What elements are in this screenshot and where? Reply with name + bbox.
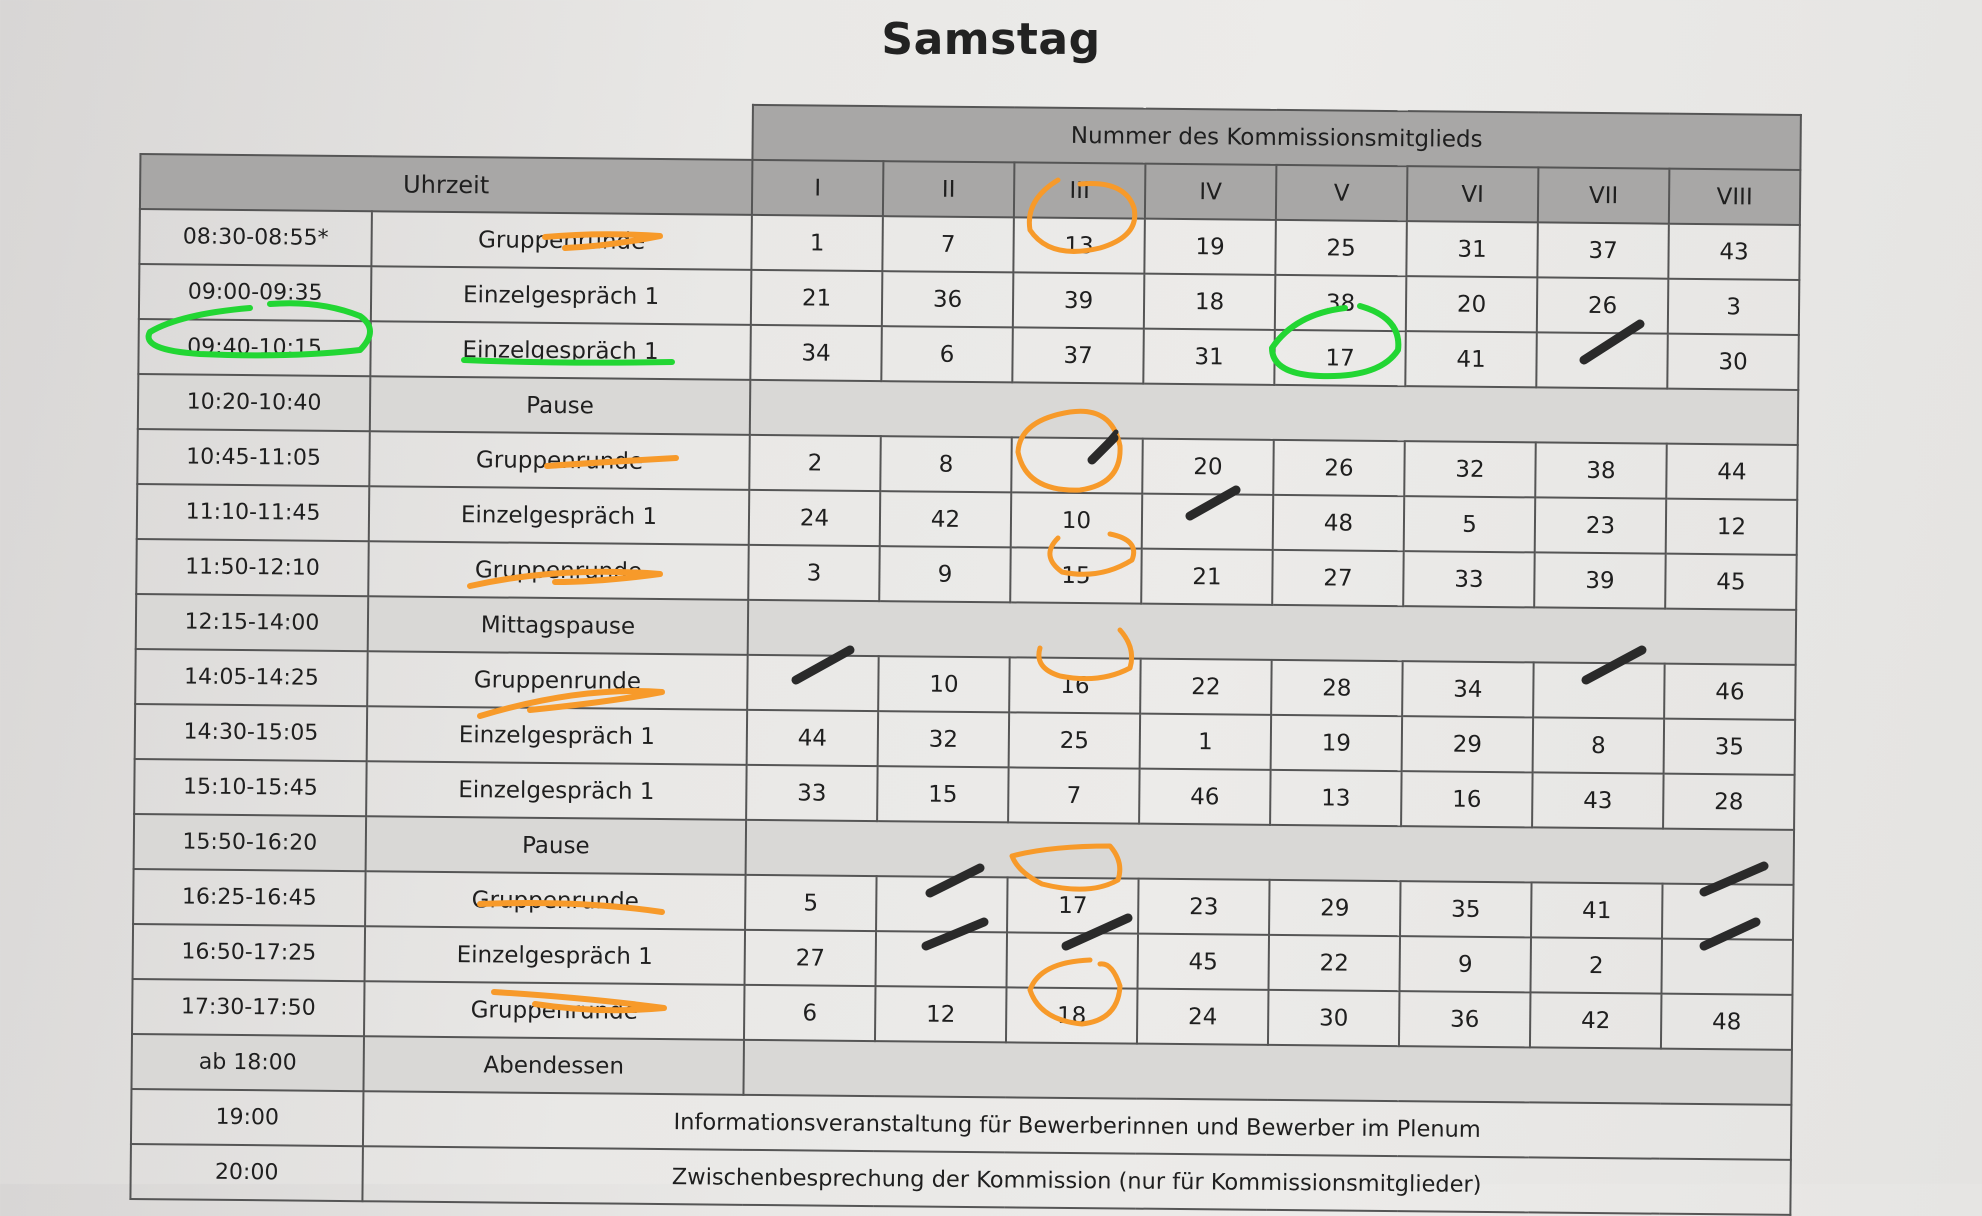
- member-cell: 30: [1667, 334, 1799, 390]
- member-cell: 12: [1666, 499, 1798, 555]
- members-header: Nummer des Kommissionsmitglieds: [752, 105, 1801, 170]
- member-cell: 19: [1144, 219, 1276, 275]
- activity-cell: Einzelgespräch 1: [370, 321, 751, 380]
- activity-cell: Einzelgespräch 1: [371, 266, 752, 325]
- break-filler: [746, 820, 1795, 885]
- member-cell: 43: [1532, 772, 1664, 828]
- activity-cell: Einzelgespräch 1: [365, 926, 746, 985]
- column-header: VIII: [1669, 169, 1801, 225]
- member-cell: 31: [1406, 221, 1538, 277]
- member-cell: [1007, 932, 1139, 988]
- member-cell: 31: [1143, 329, 1275, 385]
- schedule-body: [130, 209, 1799, 1215]
- member-cell: 16: [1009, 657, 1141, 713]
- column-header: I: [752, 160, 884, 216]
- member-cell: 22: [1140, 659, 1272, 715]
- member-cell: [1662, 884, 1794, 940]
- member-cell: 9: [1399, 936, 1531, 992]
- member-cell: 34: [750, 325, 882, 381]
- time-cell: 09:40-10:15: [138, 319, 371, 376]
- column-header: II: [883, 161, 1015, 217]
- column-header: V: [1276, 165, 1408, 221]
- activity-cell: Gruppenrunde: [368, 541, 749, 600]
- time-column-header: Uhrzeit: [140, 154, 752, 215]
- member-cell: 48: [1661, 994, 1793, 1050]
- time-cell: 20:00: [130, 1144, 363, 1201]
- member-cell: 6: [881, 326, 1013, 382]
- member-cell: 26: [1273, 440, 1405, 496]
- member-cell: 35: [1664, 719, 1796, 775]
- member-cell: 18: [1006, 987, 1138, 1043]
- member-cell: 42: [880, 491, 1012, 547]
- time-cell: 16:50-17:25: [133, 924, 366, 981]
- member-cell: 8: [880, 436, 1012, 492]
- column-header: IV: [1145, 164, 1277, 220]
- member-cell: 7: [882, 216, 1014, 272]
- member-cell: [876, 931, 1008, 987]
- member-cell: 30: [1268, 990, 1400, 1046]
- member-cell: 23: [1535, 497, 1667, 553]
- member-cell: 28: [1271, 660, 1403, 716]
- activity-cell: Gruppenrunde: [371, 211, 752, 270]
- time-cell: ab 18:00: [131, 1034, 364, 1091]
- member-cell: 32: [1404, 441, 1536, 497]
- member-cell: 3: [1668, 279, 1800, 335]
- member-cell: 45: [1665, 554, 1797, 610]
- column-header: III: [1014, 162, 1146, 218]
- member-cell: 39: [1534, 552, 1666, 608]
- break-activity-cell: Mittagspause: [368, 596, 749, 655]
- member-cell: 29: [1269, 880, 1401, 936]
- member-cell: 43: [1668, 224, 1800, 280]
- time-cell: 14:30-15:05: [135, 704, 368, 761]
- member-cell: 12: [875, 986, 1007, 1042]
- member-cell: 16: [1401, 771, 1533, 827]
- member-cell: 36: [882, 271, 1014, 327]
- time-cell: 16:25-16:45: [133, 869, 366, 926]
- member-cell: 27: [745, 930, 877, 986]
- member-cell: 27: [1272, 550, 1404, 606]
- member-cell: 5: [1404, 496, 1536, 552]
- member-cell: [876, 876, 1008, 932]
- member-cell: 3: [748, 545, 880, 601]
- column-header: VI: [1407, 166, 1539, 222]
- member-cell: 35: [1400, 881, 1532, 937]
- break-filler: [748, 600, 1797, 665]
- member-cell: [747, 655, 879, 711]
- break-filler: [743, 1040, 1792, 1105]
- member-cell: 38: [1535, 442, 1667, 498]
- schedule-table: [129, 98, 1802, 1216]
- member-cell: [1661, 939, 1793, 995]
- activity-cell: Einzelgespräch 1: [369, 486, 750, 545]
- member-cell: 41: [1405, 331, 1537, 387]
- member-cell: 21: [1141, 549, 1273, 605]
- member-cell: 17: [1007, 877, 1139, 933]
- member-cell: 2: [1530, 937, 1662, 993]
- break-activity-cell: Abendessen: [363, 1036, 744, 1095]
- schedule-sheet: [130, 98, 1800, 1198]
- plenary-activity-cell: Zwischenbesprechung der Kommission (nur für Kommissionsmitglieder): [362, 1146, 1791, 1215]
- member-cell: 13: [1270, 770, 1402, 826]
- member-cell: 28: [1663, 774, 1795, 830]
- activity-cell: Gruppenrunde: [369, 431, 750, 490]
- column-header: VII: [1538, 167, 1670, 223]
- member-cell: 24: [1137, 989, 1269, 1045]
- member-cell: 10: [1011, 492, 1143, 548]
- member-cell: 29: [1402, 716, 1534, 772]
- member-cell: 19: [1271, 715, 1403, 771]
- activity-cell: Einzelgespräch 1: [366, 761, 747, 820]
- member-cell: 36: [1399, 991, 1531, 1047]
- time-cell: 11:10-11:45: [137, 484, 370, 541]
- member-cell: 21: [751, 270, 883, 326]
- member-cell: 37: [1012, 327, 1144, 383]
- header-spacer: [140, 99, 752, 160]
- member-cell: 38: [1275, 275, 1407, 331]
- member-cell: 22: [1268, 935, 1400, 991]
- page-title: Samstag: [881, 14, 1101, 65]
- time-cell: 14:05-14:25: [135, 649, 368, 706]
- member-cell: 1: [751, 215, 883, 271]
- member-cell: 33: [1403, 551, 1535, 607]
- member-cell: 37: [1537, 222, 1669, 278]
- member-cell: 32: [878, 711, 1010, 767]
- member-cell: 15: [877, 766, 1009, 822]
- time-cell: 17:30-17:50: [132, 979, 365, 1036]
- member-cell: 2: [749, 435, 881, 491]
- time-cell: 15:50-16:20: [134, 814, 367, 871]
- member-cell: 20: [1142, 439, 1274, 495]
- break-activity-cell: Pause: [366, 816, 747, 875]
- time-cell: 10:20-10:40: [138, 374, 371, 431]
- member-cell: 42: [1530, 992, 1662, 1048]
- member-cell: 48: [1273, 495, 1405, 551]
- activity-cell: Gruppenrunde: [365, 871, 746, 930]
- member-cell: 13: [1013, 217, 1145, 273]
- member-cell: 25: [1009, 712, 1141, 768]
- member-cell: 24: [749, 490, 881, 546]
- member-cell: 1: [1140, 714, 1272, 770]
- member-cell: 17: [1274, 330, 1406, 386]
- member-cell: 20: [1406, 276, 1538, 332]
- member-cell: 9: [879, 546, 1011, 602]
- member-cell: 23: [1138, 879, 1270, 935]
- member-cell: 7: [1008, 767, 1140, 823]
- time-cell: 08:30-08:55*: [139, 209, 372, 266]
- break-activity-cell: Pause: [370, 376, 751, 435]
- activity-cell: Einzelgespräch 1: [367, 706, 748, 765]
- member-cell: 34: [1402, 661, 1534, 717]
- member-cell: [1536, 332, 1668, 388]
- member-cell: 46: [1664, 664, 1796, 720]
- time-cell: 11:50-12:10: [136, 539, 369, 596]
- member-cell: 41: [1531, 882, 1663, 938]
- member-cell: 33: [746, 765, 878, 821]
- member-cell: 10: [878, 656, 1010, 712]
- member-cell: 6: [744, 985, 876, 1041]
- member-cell: 15: [1010, 547, 1142, 603]
- member-cell: [1142, 494, 1274, 550]
- member-cell: 26: [1537, 277, 1669, 333]
- time-cell: 15:10-15:45: [134, 759, 367, 816]
- member-cell: 44: [1666, 444, 1798, 500]
- member-cell: 45: [1137, 934, 1269, 990]
- member-cell: 25: [1275, 220, 1407, 276]
- time-cell: 19:00: [131, 1089, 364, 1146]
- time-cell: 12:15-14:00: [136, 594, 369, 651]
- member-cell: 44: [747, 710, 879, 766]
- member-cell: [1011, 437, 1143, 493]
- member-cell: 8: [1533, 717, 1665, 773]
- activity-cell: Gruppenrunde: [367, 651, 748, 710]
- member-cell: 46: [1139, 769, 1271, 825]
- activity-cell: Gruppenrunde: [364, 981, 745, 1040]
- plenary-activity-cell: Informationsveranstaltung für Bewerberinnen und Bewerber im Plenum: [363, 1091, 1792, 1160]
- break-filler: [750, 380, 1799, 445]
- member-cell: [1533, 662, 1665, 718]
- member-cell: 5: [745, 875, 877, 931]
- member-cell: 39: [1013, 272, 1145, 328]
- member-cell: 18: [1144, 274, 1276, 330]
- time-cell: 09:00-09:35: [139, 264, 372, 321]
- time-cell: 10:45-11:05: [137, 429, 370, 486]
